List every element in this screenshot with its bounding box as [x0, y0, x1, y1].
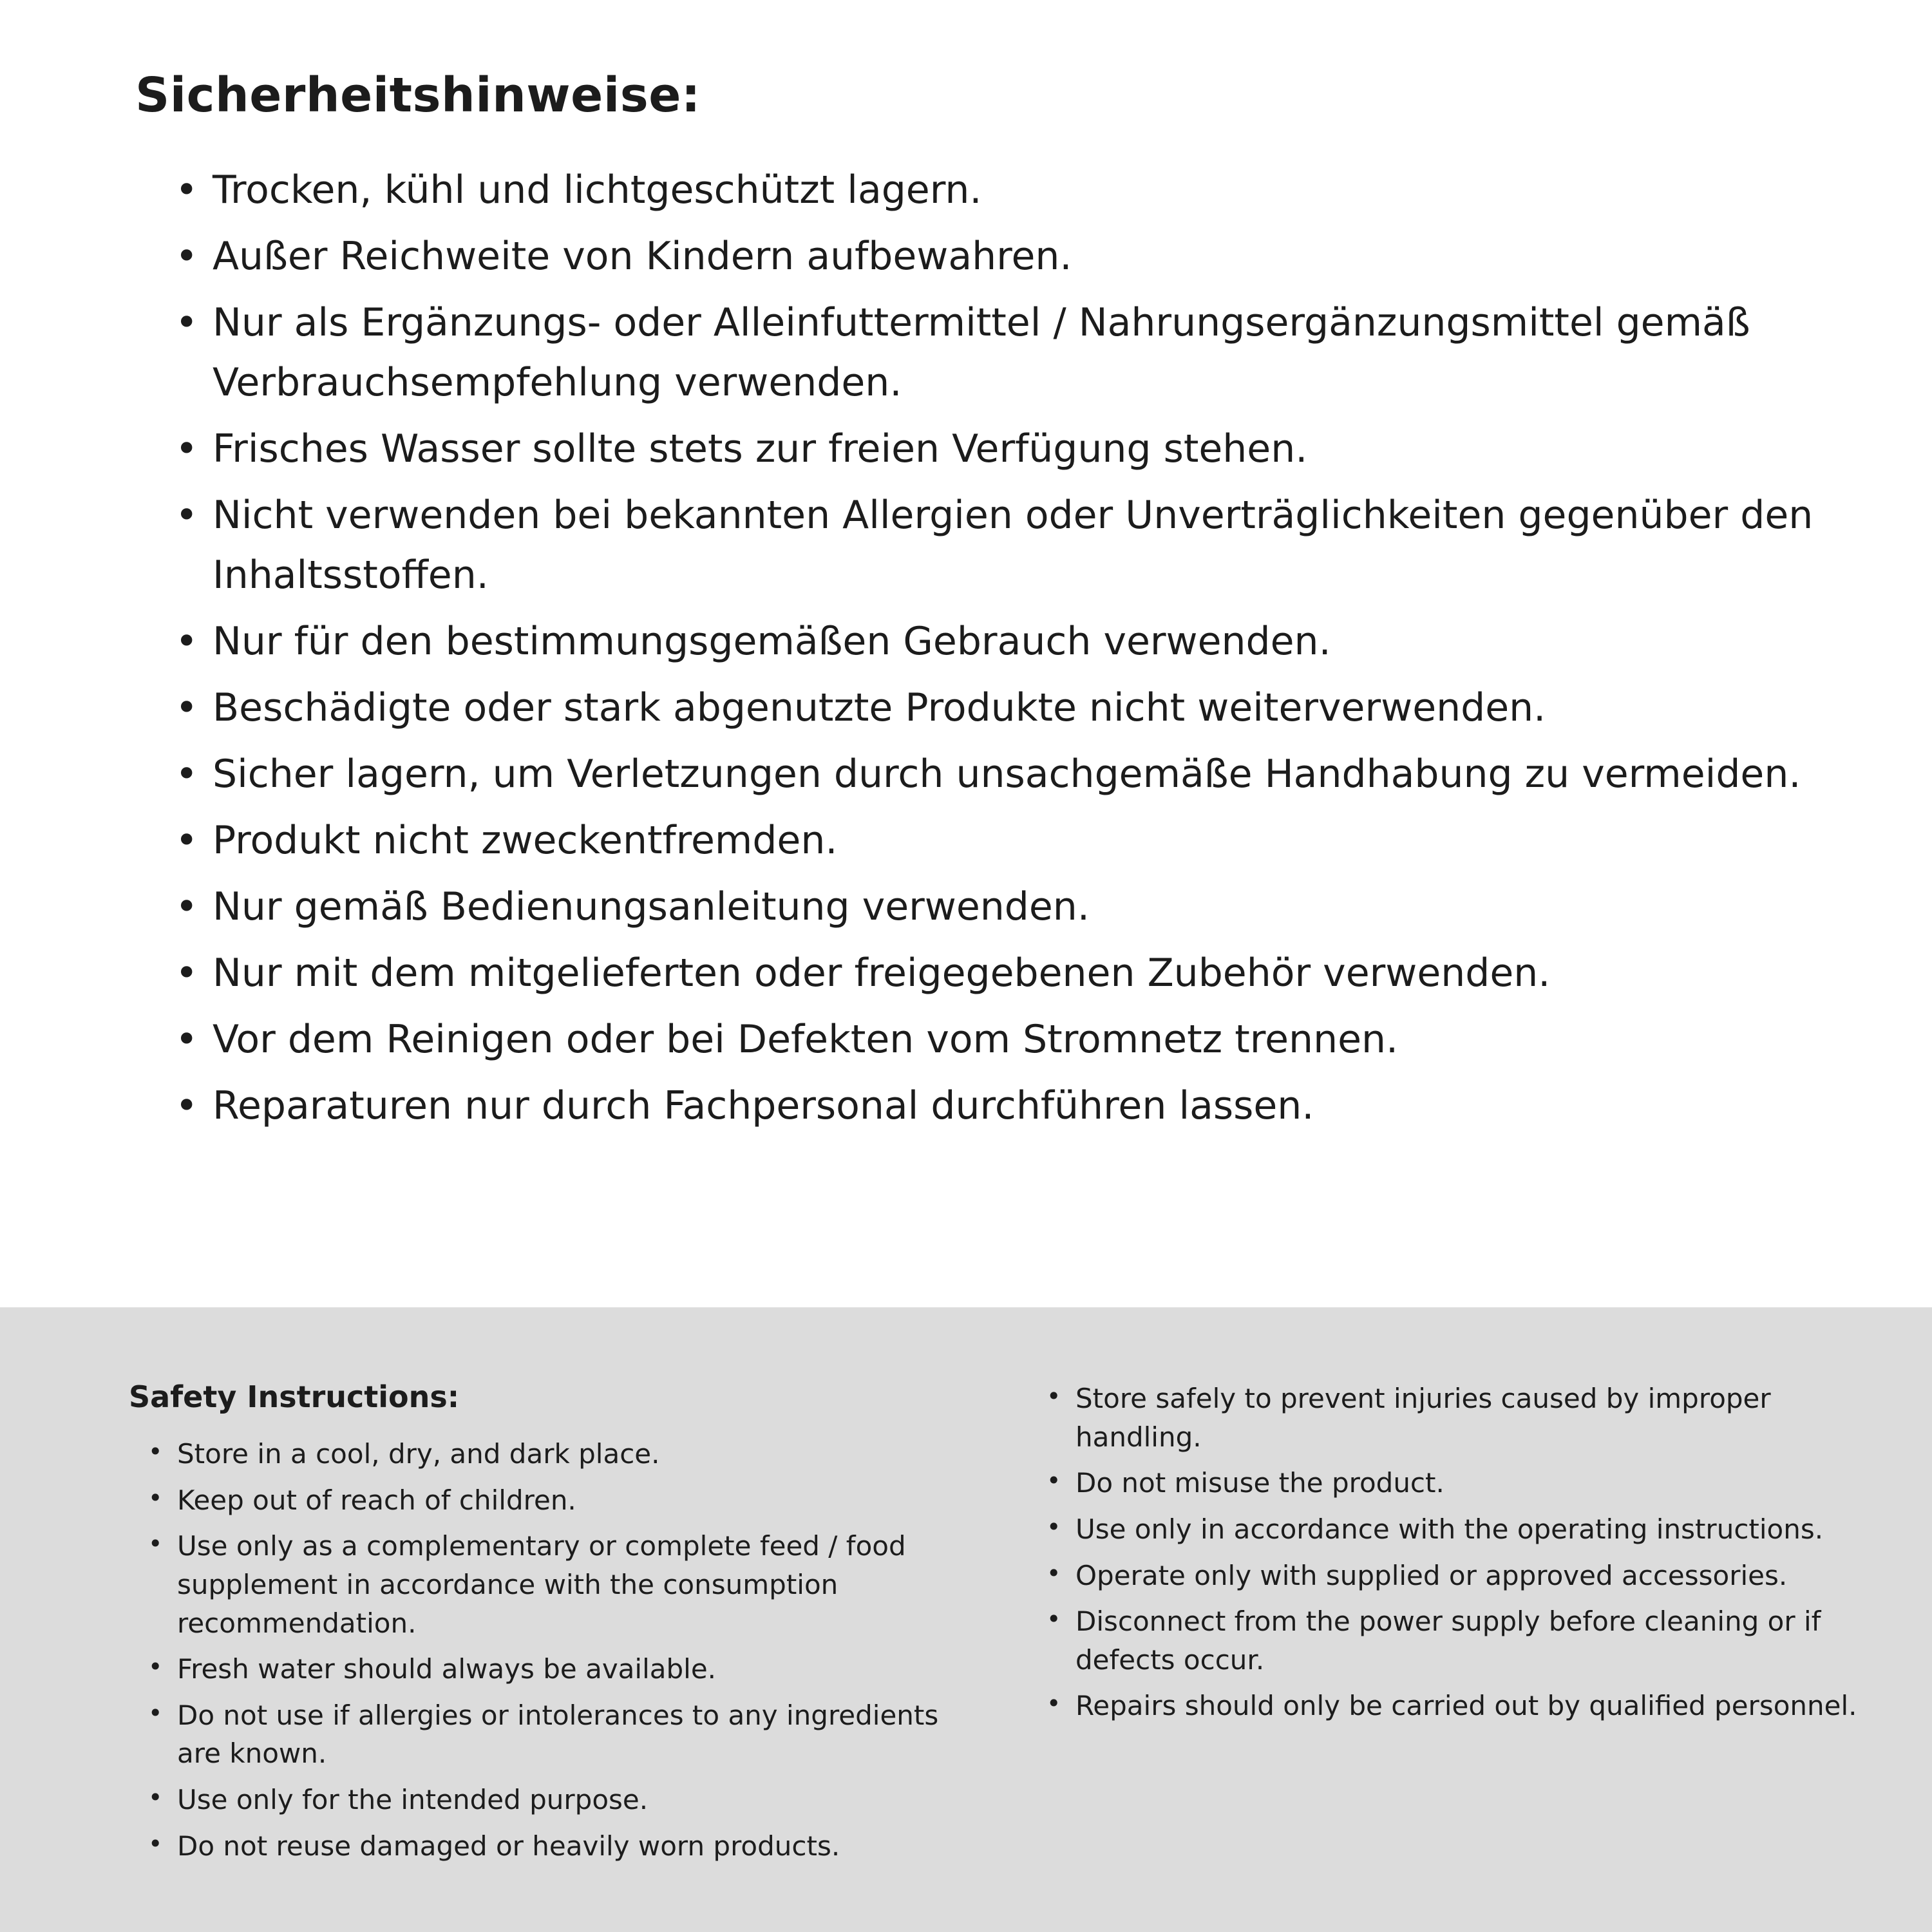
safety-item [175, 419, 1823, 479]
safety-item [148, 1435, 985, 1473]
safety-item-text: Use only for the intended purpose. [177, 1784, 649, 1815]
safety-item [175, 1076, 1823, 1136]
safety-item [175, 1010, 1823, 1070]
safety-item-text: Außer Reichweite von Kindern aufbewahren. [213, 234, 1072, 279]
safety-item-text: Trocken, kühl und lichtgeschützt lagern. [213, 167, 982, 213]
safety-item-text: Vor dem Reinigen oder bei Defekten vom Stromnetz trennen. [213, 1017, 1399, 1062]
german-safety-list [175, 160, 1823, 1136]
safety-item [175, 943, 1823, 1003]
safety-item-text: Disconnect from the power supply before cleaning or if defects occur. [1075, 1605, 1821, 1676]
safety-item-text: Reparaturen nur durch Fachpersonal durchführen lassen. [213, 1083, 1314, 1128]
safety-item-text: Do not use if allergies or intolerances to any ingredients are known. [177, 1699, 939, 1770]
safety-item-text: Nur mit dem mitgelieferten oder freigegebenen Zubehör verwenden. [213, 951, 1551, 996]
safety-item-text: Use only in accordance with the operating instructions. [1075, 1513, 1824, 1545]
safety-item [1046, 1379, 1903, 1456]
safety-item-text: Store safely to prevent injuries caused by improper handling. [1075, 1383, 1771, 1453]
safety-item [1046, 1510, 1903, 1549]
safety-item [148, 1781, 985, 1819]
safety-item [1046, 1687, 1903, 1725]
safety-item [148, 1696, 985, 1773]
safety-item [148, 1527, 985, 1642]
safety-item-text: Fresh water should always be available. [177, 1653, 717, 1685]
safety-item-text: Frisches Wasser sollte stets zur freien Verfügung stehen. [213, 426, 1308, 471]
safety-item [1046, 1557, 1903, 1595]
safety-item [175, 877, 1823, 937]
safety-item [175, 486, 1823, 605]
safety-item-text: Beschädigte oder stark abgenutzte Produkte nicht weiterverwenden. [213, 685, 1546, 730]
safety-item-text: Nur für den bestimmungsgemäßen Gebrauch verwenden. [213, 619, 1331, 664]
safety-item-text: Do not reuse damaged or heavily worn products. [177, 1830, 840, 1862]
safety-item [148, 1827, 985, 1866]
safety-item [1046, 1464, 1903, 1502]
safety-item [175, 293, 1823, 413]
safety-item [148, 1650, 985, 1689]
safety-item [175, 227, 1823, 287]
safety-item [175, 744, 1823, 804]
safety-item [175, 678, 1823, 738]
safety-item [175, 612, 1823, 672]
safety-item-text: Nur als Ergänzungs- oder Alleinfuttermittel / Nahrungsergänzungsmittel gemäß Verbrauchsempfehlung verwenden. [213, 300, 1750, 405]
safety-item-text: Repairs should only be carried out by qualified personnel. [1075, 1690, 1857, 1722]
safety-item-text: Nur gemäß Bedienungsanleitung verwenden. [213, 884, 1090, 929]
english-left-column [129, 1379, 985, 1932]
safety-item [148, 1481, 985, 1520]
safety-item [1046, 1602, 1903, 1679]
safety-item-text: Do not misuse the product. [1075, 1467, 1444, 1499]
safety-item-text: Store in a cool, dry, and dark place. [177, 1438, 660, 1470]
safety-item-text: Keep out of reach of children. [177, 1484, 576, 1516]
german-title: Sicherheitshinweise: [135, 68, 701, 123]
safety-item-text: Produkt nicht zweckentfremden. [213, 818, 838, 863]
english-safety-list-right [1046, 1379, 1903, 1725]
english-right-column [1046, 1379, 1903, 1932]
safety-item-text: Operate only with supplied or approved accessories. [1075, 1559, 1788, 1591]
english-section [0, 1307, 1932, 1932]
safety-item [175, 160, 1823, 220]
safety-item [175, 811, 1823, 871]
english-safety-list-left [148, 1435, 985, 1865]
safety-item-text: Nicht verwenden bei bekannten Allergien oder Unverträglichkeiten gegenüber den Inhaltsstoffen. [213, 493, 1814, 598]
english-title: Safety Instructions: [129, 1379, 460, 1414]
safety-item-text: Sicher lagern, um Verletzungen durch unsachgemäße Handhabung zu vermeiden. [213, 752, 1801, 797]
safety-item-text: Use only as a complementary or complete feed / food supplement in accordance with the consumption recommendation. [177, 1530, 906, 1639]
